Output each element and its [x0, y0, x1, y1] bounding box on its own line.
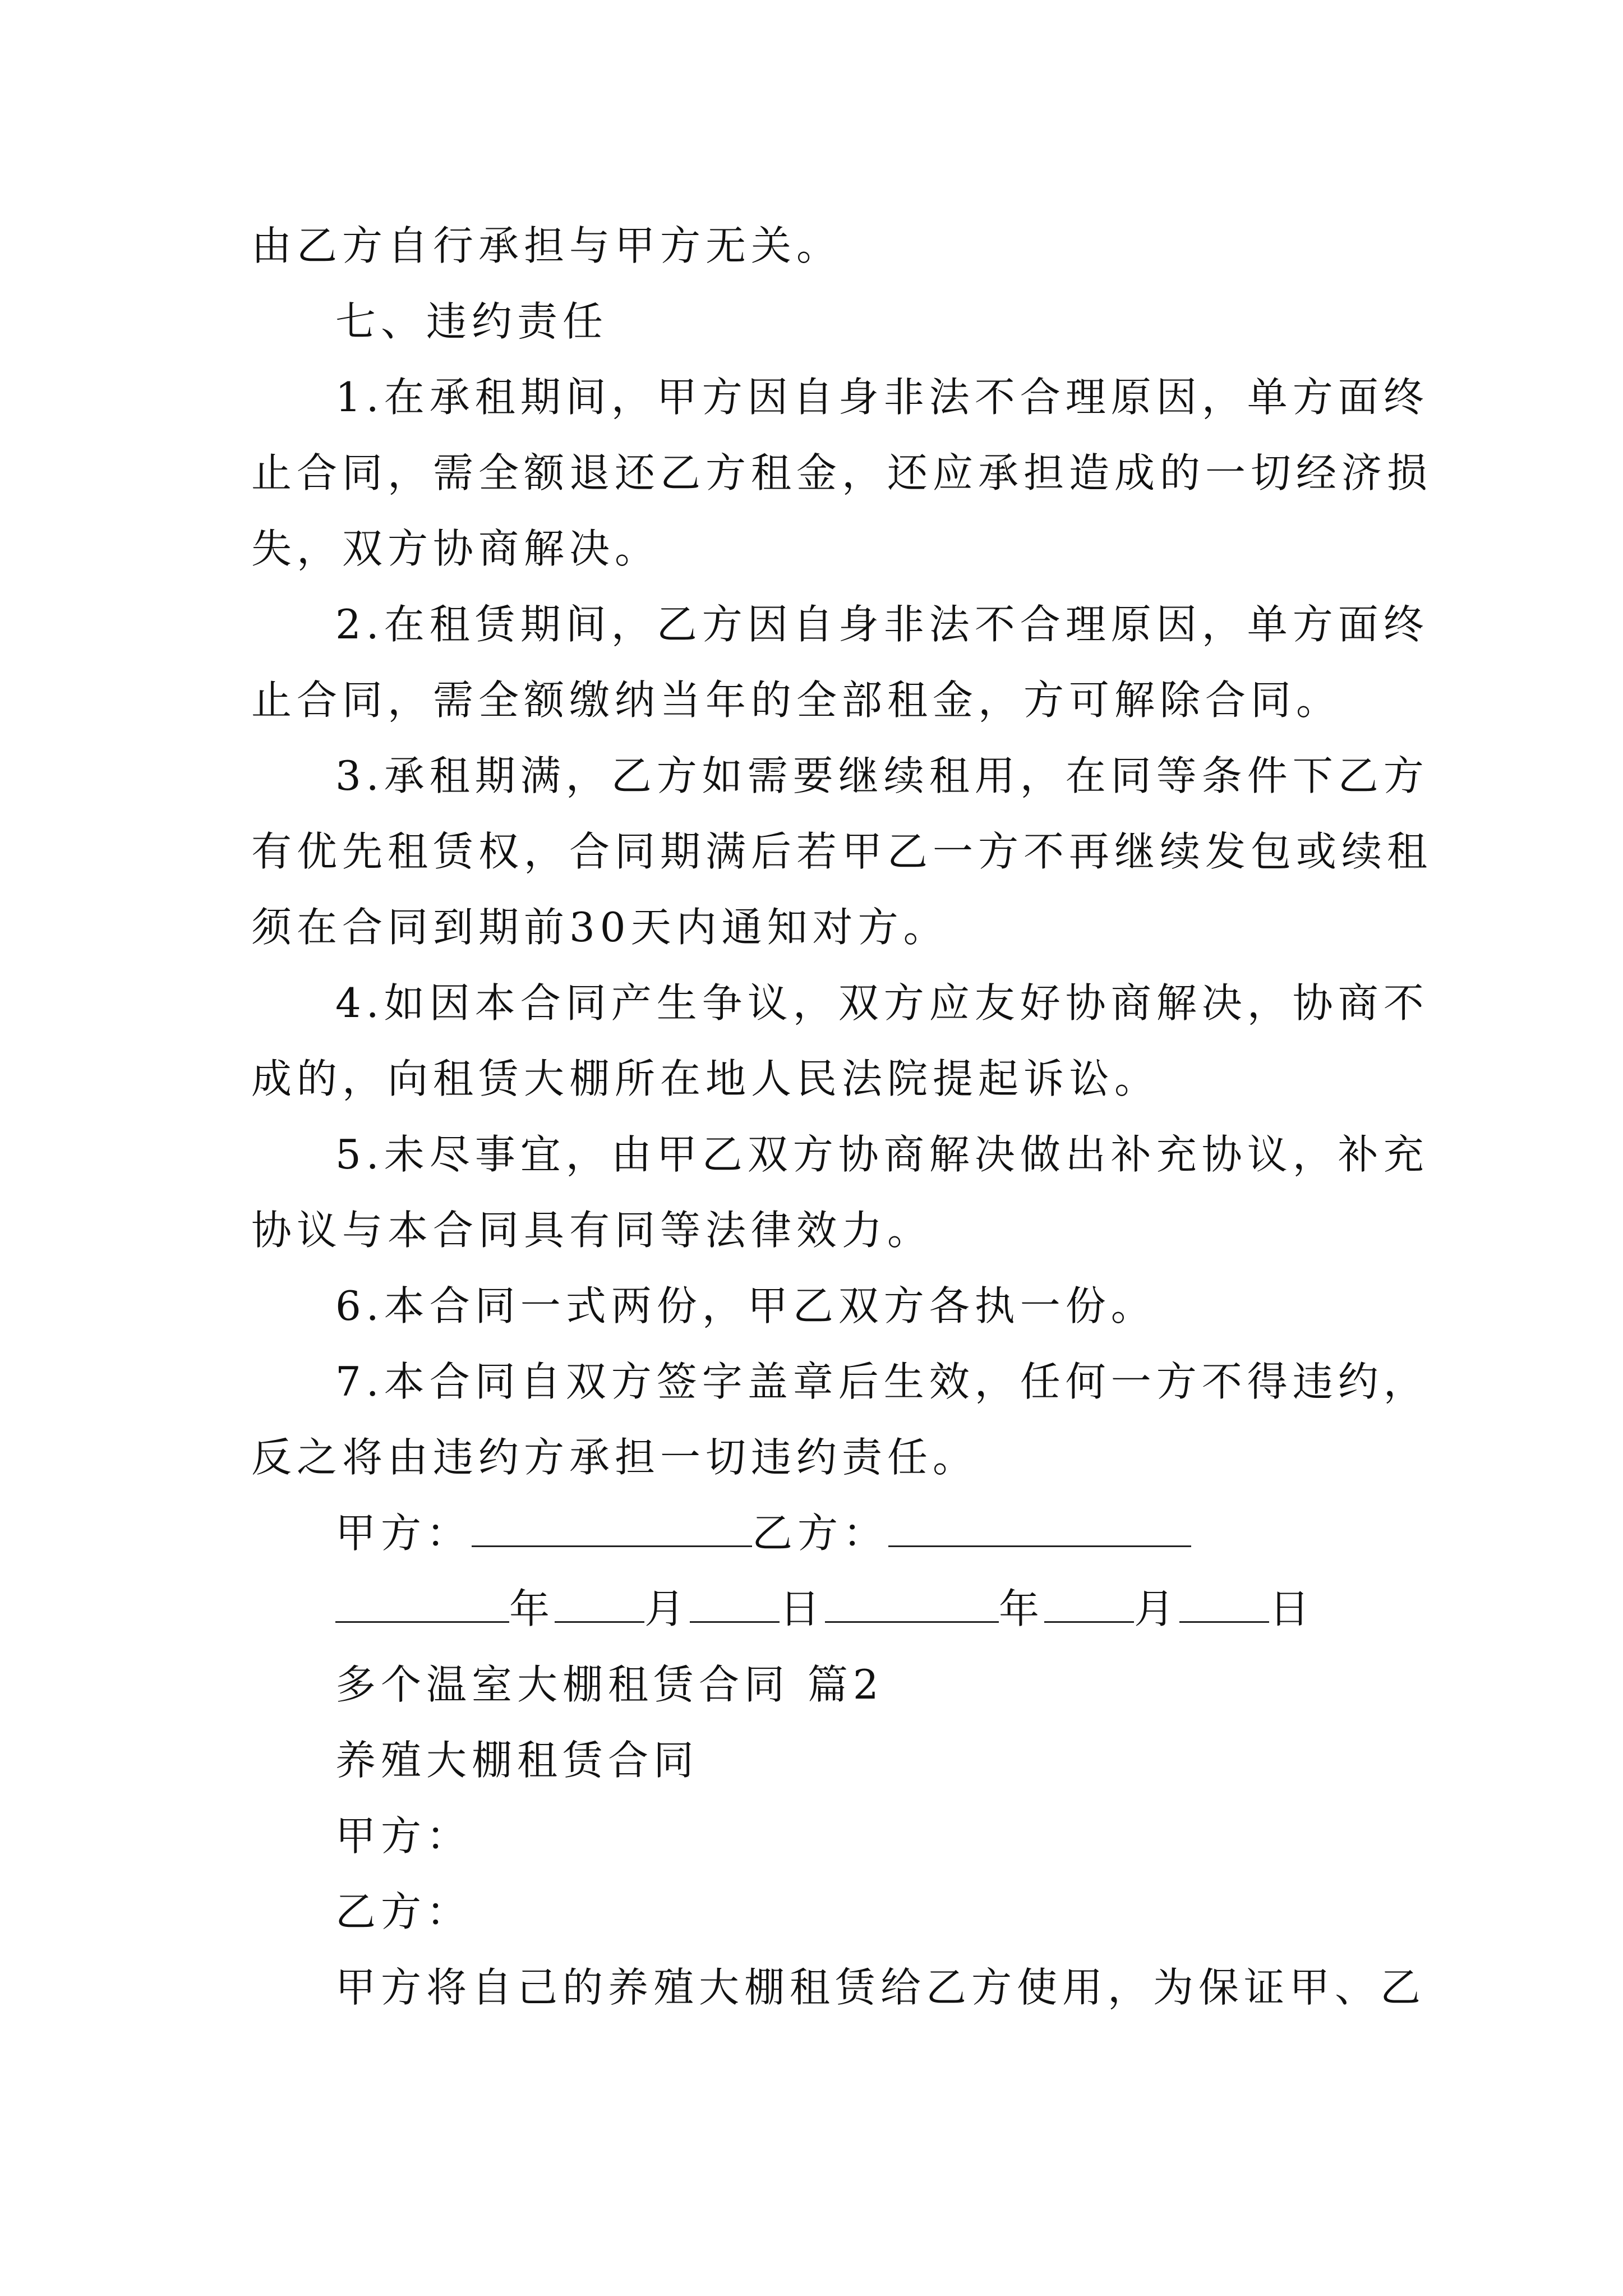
signature-parties-row — [335, 1505, 1191, 1561]
clause-3-line-1: 3.承租期满，乙方如需要继续租用，在同等条件下乙方 — [335, 752, 1429, 799]
section-2-heading: 多个温室大棚租赁合同 篇2 — [335, 1661, 884, 1708]
section-2-subtitle: 养殖大棚租赁合同 — [335, 1737, 699, 1784]
clause-6-line-1: 6.本合同一式两份，甲乙双方各执一份。 — [335, 1282, 1156, 1329]
party-a-day-blank — [690, 1586, 780, 1623]
party-a-label: 甲方： — [335, 1510, 472, 1557]
party-a-month-blank — [555, 1586, 644, 1623]
party-b-signature-blank — [888, 1511, 1191, 1547]
section-2-party-b: 乙方： — [335, 1888, 472, 1935]
clause-5-line-2: 协议与本合同具有同等法律效力。 — [251, 1207, 933, 1254]
party-b-label: 乙方： — [752, 1510, 889, 1557]
party-a-day-label: 日 — [780, 1585, 826, 1632]
paragraph-line: 由乙方自行承担与甲方无关。 — [251, 222, 842, 269]
party-b-month-label: 月 — [1134, 1585, 1180, 1632]
clause-2-line-2: 止合同，需全额缴纳当年的全部租金，方可解除合同。 — [251, 677, 1342, 724]
signature-dates-row — [335, 1581, 1315, 1637]
clause-7-line-2: 反之将由违约方承担一切违约责任。 — [251, 1434, 979, 1481]
clause-3-line-2: 有优先租赁权，合同期满后若甲乙一方不再继续发包或续租 — [251, 828, 1433, 875]
clause-1-line-1: 1.在承租期间，甲方因自身非法不合理原因，单方面终 — [335, 374, 1429, 421]
party-a-month-label: 月 — [644, 1585, 690, 1632]
clause-1-line-2: 止合同，需全额退还乙方租金，还应承担造成的一切经济损 — [251, 449, 1433, 496]
party-b-year-label: 年 — [999, 1585, 1045, 1632]
section-heading: 七、违约责任 — [335, 298, 608, 345]
party-b-day-label: 日 — [1269, 1585, 1315, 1632]
party-a-year-label: 年 — [509, 1585, 555, 1632]
clause-7-line-1: 7.本合同自双方签字盖章后生效，任何一方不得违约， — [335, 1358, 1429, 1405]
party-a-year-blank — [335, 1586, 509, 1623]
clause-4-line-1: 4.如因本合同产生争议，双方应友好协商解决，协商不 — [335, 979, 1429, 1027]
section-2-intro: 甲方将自己的养殖大棚租赁给乙方使用，为保证甲、乙 — [335, 1964, 1426, 2011]
clause-4-line-2: 成的，向租赁大棚所在地人民法院提起诉讼。 — [251, 1055, 1160, 1102]
party-b-day-blank — [1179, 1586, 1269, 1623]
party-b-month-blank — [1044, 1586, 1134, 1623]
party-a-signature-blank — [472, 1511, 752, 1547]
clause-2-line-1: 2.在租赁期间，乙方因自身非法不合理原因，单方面终 — [335, 601, 1429, 648]
clause-3-line-3: 须在合同到期前30天内通知对方。 — [251, 904, 949, 951]
party-b-year-blank — [825, 1586, 999, 1623]
section-2-party-a: 甲方： — [335, 1812, 472, 1860]
clause-1-line-3: 失，双方协商解决。 — [251, 525, 661, 572]
clause-5-line-1: 5.未尽事宜，由甲乙双方协商解决做出补充协议，补充 — [335, 1131, 1429, 1178]
